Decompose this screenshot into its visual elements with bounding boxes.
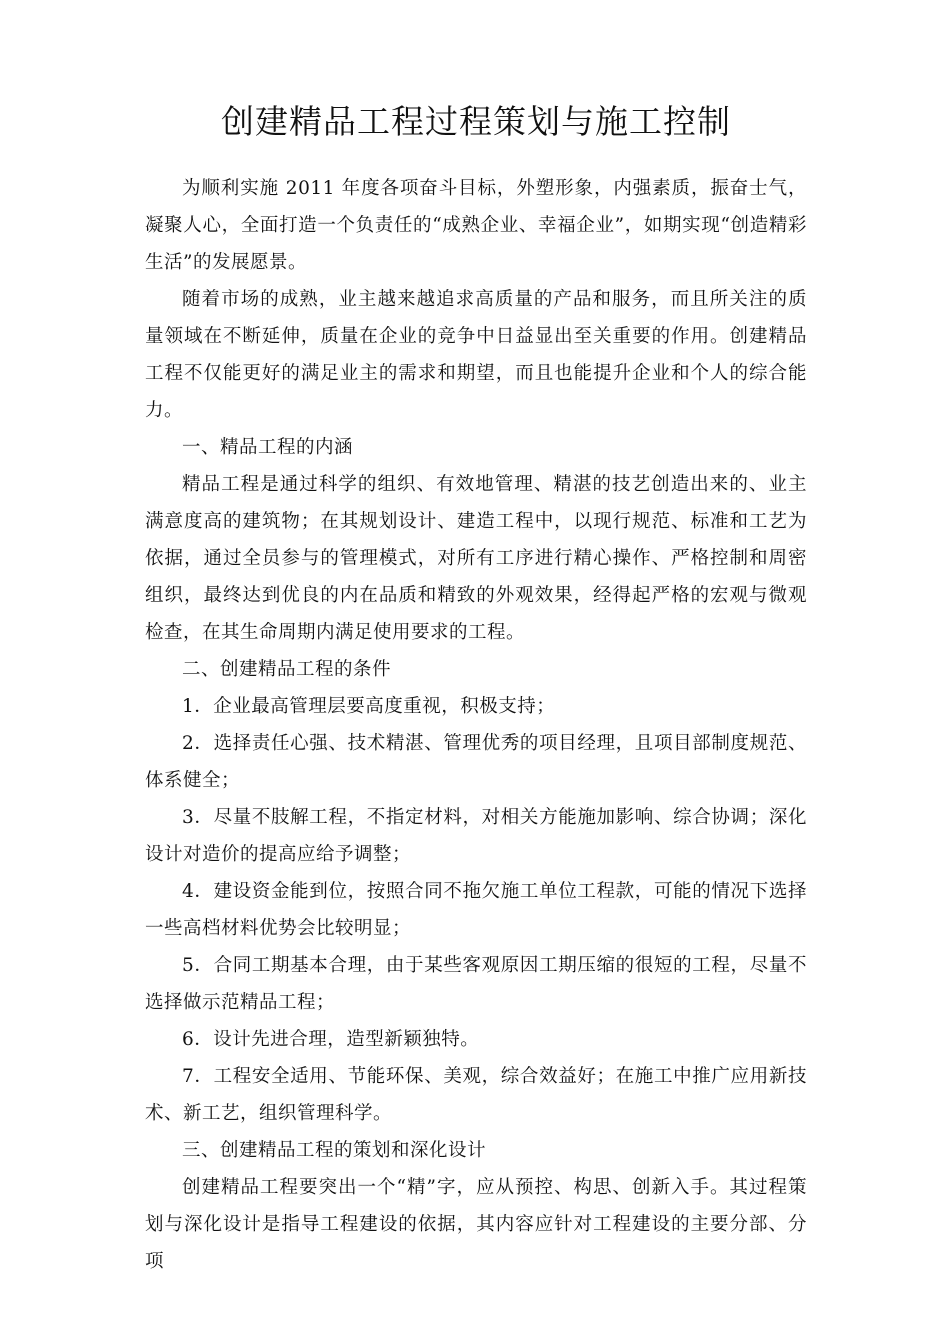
paragraph-planning: 创建精品工程要突出一个“精”字，应从预控、构思、创新入手。其过程策划与深化设计是指导工程建设的依据，其内容应针对工程建设的主要分部、分项 [145, 1177, 807, 1272]
list-item-7: 7．工程安全适用、节能环保、美观，综合效益好；在施工中推广应用新技术、新工艺，组织管理科学。 [145, 1066, 807, 1124]
list-item-2: 2．选择责任心强、技术精湛、管理优秀的项目经理，且项目部制度规范、体系健全； [145, 733, 807, 791]
section-heading-2: 二、创建精品工程的条件 [182, 659, 392, 680]
list-item-4: 4．建设资金能到位，按照合同不拖欠施工单位工程款，可能的情况下选择一些高档材料优势会比较明显； [145, 881, 807, 939]
paragraph-definition: 精品工程是通过科学的组织、有效地管理、精湛的技艺创造出来的、业主满意度高的建筑物；在其规划设计、建造工程中，以现行规范、标准和工艺为依据，通过全员参与的管理模式，对所有工序进行精心操作、严格控制和周密组织，最终达到优良的内在品质和精致的外观效果，经得起严格的宏观与微观检查，在其生命周期内满足使用要求的工程。 [145, 474, 807, 643]
list-item-6: 6．设计先进合理，造型新颖独特。 [182, 1029, 480, 1050]
document-title: 创建精品工程过程策划与施工控制 [221, 102, 731, 141]
list-item-5: 5．合同工期基本合理，由于某些客观原因工期压缩的很短的工程，尽量不选择做示范精品工程； [145, 955, 807, 1013]
section-heading-1: 一、精品工程的内涵 [182, 437, 354, 458]
section-heading-3: 三、创建精品工程的策划和深化设计 [182, 1140, 487, 1161]
list-item-1: 1．企业最高管理层要高度重视，积极支持； [182, 696, 556, 717]
list-item-3: 3．尽量不肢解工程，不指定材料，对相关方能施加影响、综合协调；深化设计对造价的提高应给予调整； [145, 807, 807, 865]
paragraph-intro: 为顺利实施 2011 年度各项奋斗目标，外塑形象，内强素质，振奋士气，凝聚人心，全面打造一个负责任的“成熟企业、幸福企业”，如期实现“创造精彩生活”的发展愿景。 [145, 178, 807, 273]
paragraph-market: 随着市场的成熟，业主越来越追求高质量的产品和服务，而且所关注的质量领域在不断延伸，质量在企业的竞争中日益显出至关重要的作用。创建精品工程不仅能更好的满足业主的需求和期望，而且也能提升企业和个人的综合能力。 [145, 289, 807, 421]
document-page [145, 92, 807, 1280]
